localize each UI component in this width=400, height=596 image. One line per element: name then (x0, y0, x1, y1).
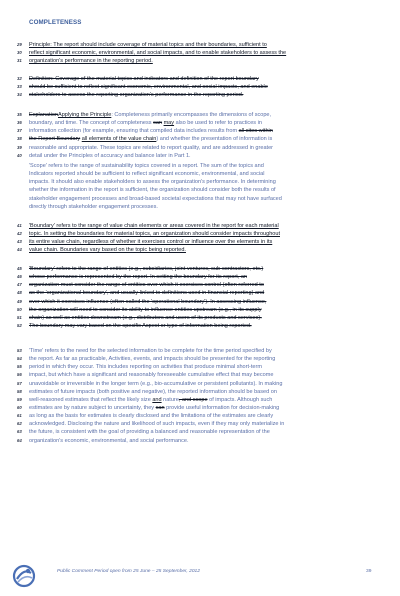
line-number: 63 (17, 429, 22, 435)
text-line (17, 152, 379, 160)
text-line (17, 380, 379, 388)
line-text (29, 178, 276, 186)
line-text (29, 363, 262, 371)
inserted-text: Applying the Principle (58, 112, 112, 118)
body-text: estimates of future impacts (both positive and negative), the reported information should be based on (29, 388, 277, 395)
line-text (29, 238, 272, 246)
body-text: the future, is consistent with the goal of providing a balanced and reasonable representation of the (29, 429, 270, 436)
body-text: period in which they occur. This includes reporting on activities that produce minimal short-term (29, 364, 262, 371)
body-text: organization's economic, environmental, and social performance. (29, 437, 189, 444)
inserted-text: topic. In setting the boundaries for material topics, an organization should consider impacts throughout (29, 231, 280, 238)
line-text (29, 273, 247, 281)
text-line (17, 57, 379, 65)
line-number: 31 (17, 58, 22, 64)
body-text: ) and whether the presentation of information is (156, 136, 273, 143)
paragraph (17, 41, 379, 65)
line-number: 57 (17, 380, 22, 386)
body-text: directly through stakeholder engagement processes. (29, 203, 158, 210)
line-text (29, 162, 264, 170)
line-text (29, 75, 259, 83)
text-line (17, 363, 379, 371)
line-text (29, 404, 279, 412)
line-number: 54 (17, 356, 22, 362)
text-line (17, 428, 379, 436)
text-line (17, 144, 379, 152)
line-number: 38 (17, 136, 22, 142)
line-text (29, 437, 189, 445)
line-number: 44 (17, 247, 22, 253)
deleted-text: can (153, 120, 163, 127)
body-text: estimates are by nature subject to uncertainty, they (29, 404, 156, 411)
section-heading: COMPLETENESS (29, 19, 82, 26)
line-number: 35 (17, 112, 22, 117)
text-line (17, 412, 379, 420)
deleted-text: as the 'organizational boundary', and usually linked to definitions used in financial reporting) and (29, 290, 265, 297)
line-text (29, 298, 266, 306)
line-text (29, 371, 273, 379)
line-number: 41 (17, 223, 22, 228)
text-line (17, 186, 379, 194)
paragraph (17, 111, 379, 160)
line-number: 33 (17, 84, 22, 90)
page-number: 39 (366, 569, 372, 574)
paragraph (17, 347, 379, 445)
line-text (29, 412, 273, 420)
inserted-text: and (152, 396, 162, 403)
line-text (29, 380, 282, 388)
deleted-text: whose performance is represented by the report. In setting the boundary for its report, an (29, 274, 247, 281)
text-line (17, 127, 379, 135)
line-number: 42 (17, 231, 22, 237)
deleted-text: stakeholders to assess the reporting organization's performance in the reporting period. (29, 92, 244, 99)
text-line (17, 75, 379, 83)
line-text (29, 265, 263, 273)
line-text (29, 306, 261, 314)
body-text: stakeholder engagement processes and broad-based societal expectations that may not have surfaced (29, 195, 282, 202)
line-number: 62 (17, 421, 22, 427)
body-text: of impacts. Although such (207, 396, 273, 403)
line-number: 51 (17, 314, 22, 320)
text-line (17, 437, 379, 445)
text-line (17, 388, 379, 396)
body-text: well-reasoned estimates that reflect the likely size (29, 396, 153, 403)
line-text (29, 119, 262, 127)
line-text (29, 135, 272, 143)
line-number: 52 (17, 322, 22, 328)
body-text: boundary, and time. The concept of completeness (29, 120, 154, 127)
inserted-text: Principle: The report should include coverage of material topics and their boundaries, sufficient to (29, 42, 267, 48)
line-number: 60 (17, 404, 22, 410)
body-text: the report. As far as practicable, Activities, events, and impacts should be presented for the reporting (29, 356, 276, 363)
text-line (17, 281, 379, 289)
footer-comment-period: Public Comment Period open from 25 June – 25 September, 2012 (57, 569, 201, 574)
text-line (17, 265, 379, 273)
line-text (29, 314, 262, 322)
text-line (17, 83, 379, 91)
body-text: also be used to refer to practices in (174, 120, 262, 127)
line-text (29, 203, 158, 211)
line-text (29, 222, 279, 230)
body-text: provide useful information for decision-making (164, 404, 280, 411)
line-number: 36 (17, 120, 22, 126)
text-line (17, 222, 379, 230)
line-number: 50 (17, 306, 22, 312)
text-line (17, 49, 379, 57)
body-text: as long as the basis for estimates is clearly disclosed and the limitations of the estimates are clearly (29, 413, 274, 420)
text-line (17, 371, 379, 379)
inserted-text: organization's performance in the reporting period. (29, 58, 153, 65)
body-text: 'Time' refers to the need for the selected information to be complete for the time period specified by (29, 348, 272, 354)
body-text: information collection (for example, ensuring that compiled data includes results from (29, 128, 239, 135)
inserted-text: its entire value chain, regardless of whether it exercises control or influence over the elements in its (29, 239, 273, 246)
paragraph (17, 222, 379, 255)
line-text (29, 49, 286, 57)
line-text (29, 289, 264, 297)
deleted-text: the Report Boundary (29, 136, 81, 143)
text-line (17, 347, 379, 355)
line-number: 45 (17, 266, 22, 271)
text-line (17, 420, 379, 428)
line-text (29, 396, 272, 404)
line-number: 34 (17, 92, 22, 98)
text-line (17, 178, 379, 186)
text-line (17, 289, 379, 297)
line-number: 43 (17, 239, 22, 245)
text-line (17, 203, 379, 211)
line-number: 37 (17, 128, 22, 134)
line-text (29, 127, 273, 135)
line-number: 64 (17, 437, 22, 443)
body-text: unavoidable or irreversible in the longer term (e.g., bio-accumulative or persistent pollutants). In making (29, 380, 283, 387)
text-line (17, 111, 379, 119)
text-line (17, 195, 379, 203)
line-text (29, 388, 277, 396)
deleted-text: Definition: Coverage of the material topics and indicators and definition of the report boundary (29, 76, 259, 82)
text-line (17, 162, 379, 170)
inserted-text: may (163, 120, 175, 127)
line-number: 40 (17, 152, 22, 158)
text-line (17, 135, 379, 143)
line-text (29, 246, 186, 254)
line-text (29, 230, 280, 238)
text-line (17, 230, 379, 238)
inserted-text: 'Boundary' refers to the range of value chain elements or areas covered in the report for each material (29, 223, 279, 229)
body-text: nature (161, 396, 179, 403)
line-number: 59 (17, 396, 22, 402)
line-text (29, 355, 275, 363)
line-text (29, 420, 284, 428)
inserted-text: all elements of the value chain (81, 136, 157, 143)
deleted-text: chain) as well as entities downstream (e.g., distributors and users of its products and services). (29, 314, 262, 321)
text-line (17, 238, 379, 246)
line-text (29, 347, 272, 355)
text-line (17, 298, 379, 306)
text-line (17, 273, 379, 281)
deleted-text: 'Boundary' refers to the range of entities (e.g., subsidiaries, joint ventures, sub-contractors, etc.) (29, 266, 264, 272)
text-line (17, 322, 379, 330)
deleted-text: , and scope (178, 396, 208, 403)
line-text (29, 41, 267, 49)
line-text (29, 152, 191, 160)
line-number: 48 (17, 290, 22, 296)
body-text: whether the information in the report is sufficient, the organization should consider both the results of (29, 187, 276, 194)
line-number: 55 (17, 364, 22, 370)
line-text (29, 281, 264, 289)
deleted-text: all sites within (238, 128, 273, 135)
text-line (17, 306, 379, 314)
deleted-text: The boundary may vary based on the specific Aspect or type of information being reported. (29, 322, 252, 329)
paragraph (17, 162, 379, 211)
body-text: acknowledged. Disclosing the nature and likelihood of such impacts, even if they may only materialize in (29, 421, 285, 428)
inserted-text: value chain. Boundaries vary based on the topic being reported. (29, 247, 186, 254)
deleted-text: can (155, 404, 165, 411)
deleted-text: over which it exercises influence (often called the 'operational boundary'). In assessing influence, (29, 298, 267, 305)
deleted-text: the organization will need to consider its ability to influence entities upstream (e.g., in its supply (29, 306, 262, 313)
line-number: 47 (17, 282, 22, 288)
deleted-text: should be sufficient to reflect significant economic, environmental, and social impacts, and enable (29, 84, 268, 91)
body-text: Indicators reported should be sufficient to reflect significant economic, environmental, and social (29, 171, 265, 178)
line-text (29, 111, 271, 119)
line-number: 58 (17, 388, 22, 394)
deleted-text: Explanation (29, 112, 58, 118)
line-text (29, 57, 153, 65)
line-text (29, 195, 282, 203)
text-line (17, 91, 379, 99)
deleted-text: organization must consider the range of entities over which it exercises control (often referred to (29, 282, 264, 289)
line-number: 30 (17, 50, 22, 56)
line-number: 46 (17, 274, 22, 280)
body-text: impact, but which have a significant and reasonably foreseeable cumulative effect that may become (29, 372, 274, 379)
inserted-text: reflect significant economic, environmental, and social impacts, and to enable stakeholders to assess the (29, 50, 287, 57)
text-line (17, 41, 379, 49)
paragraph (17, 75, 379, 99)
line-text (29, 83, 268, 91)
line-number: 29 (17, 42, 22, 47)
line-number: 61 (17, 413, 22, 419)
line-text (29, 428, 270, 436)
line-number: 49 (17, 298, 22, 304)
body-text: 'Scope' refers to the range of sustainability topics covered in a report. The sum of the topics and (29, 163, 264, 169)
line-number: 56 (17, 372, 22, 378)
line-text (29, 170, 264, 178)
text-line (17, 170, 379, 178)
line-number: 53 (17, 348, 22, 353)
paragraph (17, 265, 379, 330)
gri-logo-icon (12, 564, 36, 588)
text-line (17, 404, 379, 412)
body-text: : Completeness primarily encompasses the dimensions of scope, (111, 112, 272, 118)
line-number: 39 (17, 144, 22, 150)
text-line (17, 396, 379, 404)
body-text: impacts. It should also enable stakeholders to assess the organization's performance. In determining (29, 179, 276, 186)
line-number: 32 (17, 76, 22, 81)
body-text: reasonable and appropriate. These topics are related to report quality, and are addressed in greater (29, 144, 274, 151)
text-line (17, 314, 379, 322)
text-line (17, 246, 379, 254)
line-text (29, 144, 273, 152)
line-text (29, 91, 243, 99)
line-text (29, 322, 252, 330)
body-text: detail under the Principles of accuracy and balance later in Part 1. (29, 152, 191, 159)
text-line (17, 119, 379, 127)
line-text (29, 186, 276, 194)
text-line (17, 355, 379, 363)
